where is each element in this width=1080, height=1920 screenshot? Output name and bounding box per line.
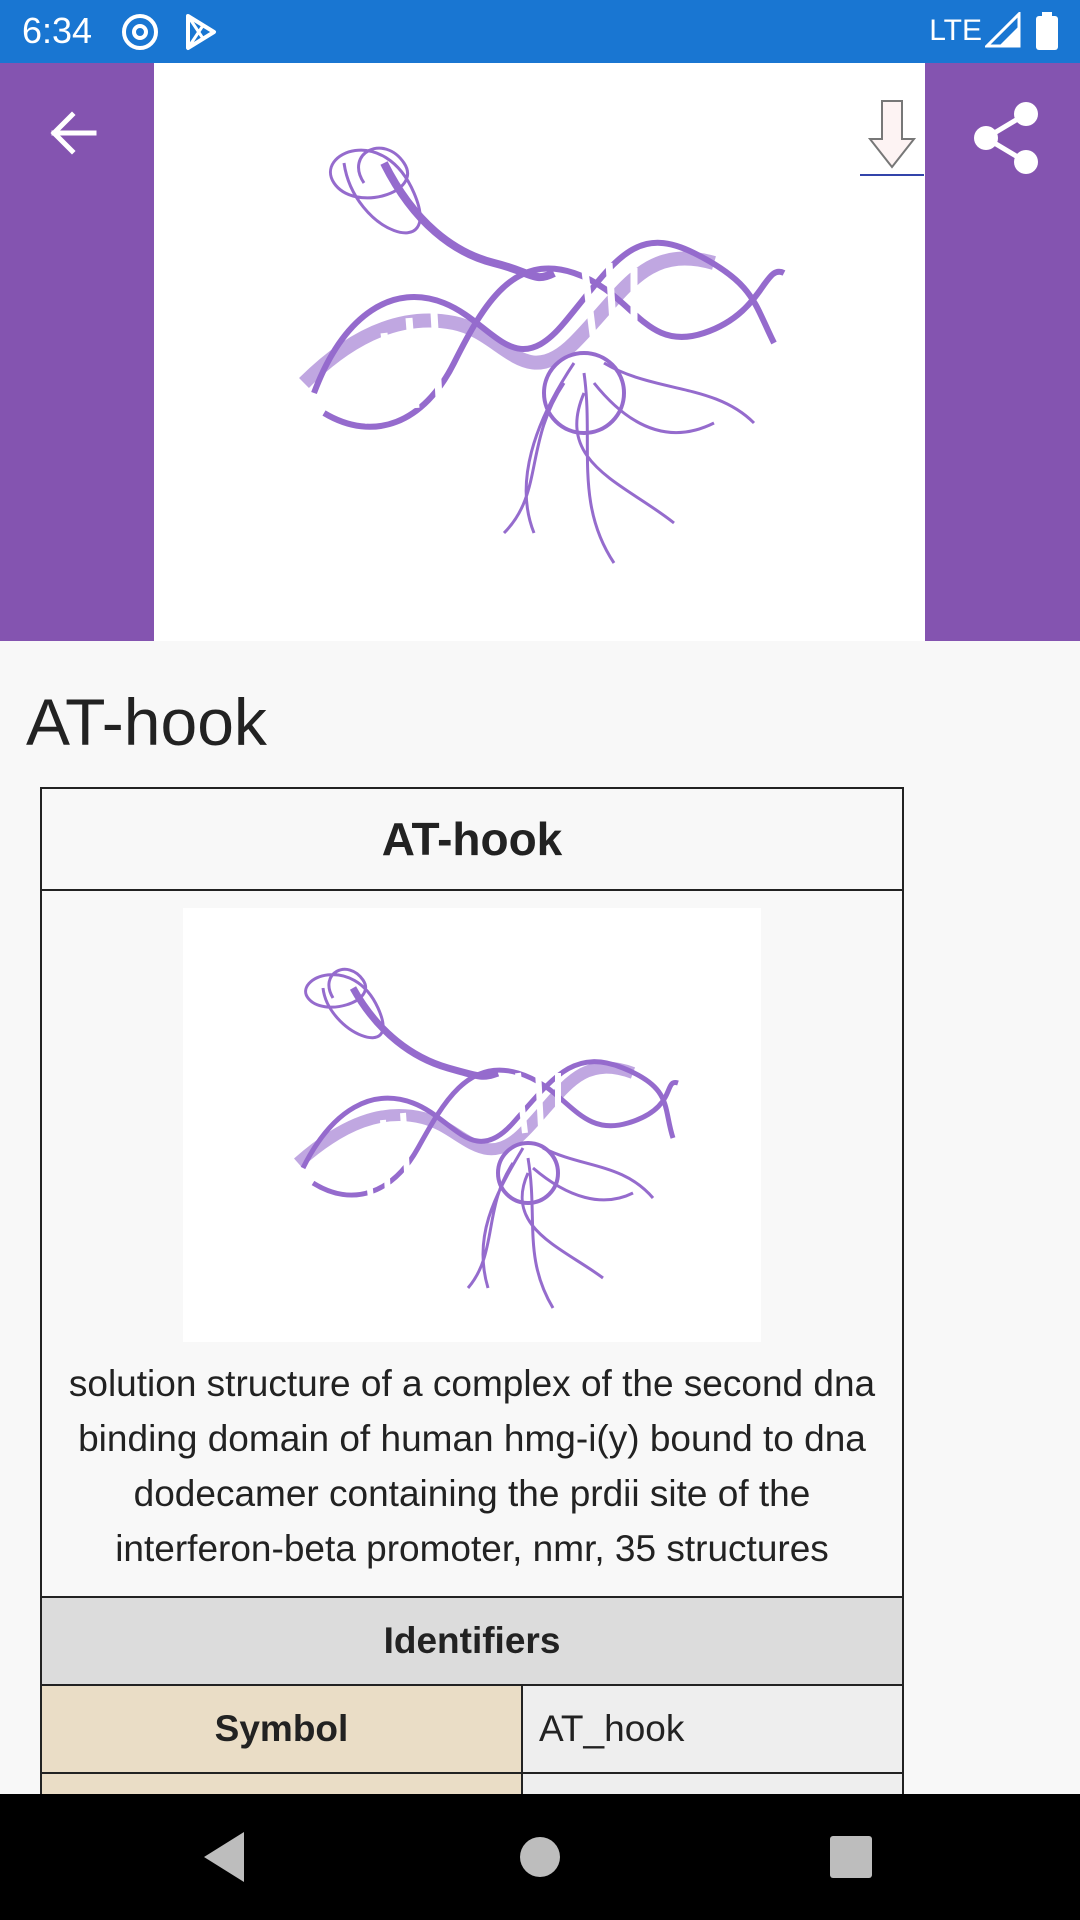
- arrow-left-icon[interactable]: [44, 103, 104, 163]
- at-sign-icon: [120, 12, 160, 52]
- infobox-caption: solution structure of a complex of the second dna binding domain of human hmg-i(y) bound to dna dodecamer containing the prdii site of the interferon-beta promoter, nmr, 35 structures: [68, 1363, 876, 1569]
- infobox-structure-image[interactable]: [183, 908, 761, 1342]
- navigation-bar: [0, 1794, 1080, 1920]
- download-arrow-icon[interactable]: [860, 99, 924, 177]
- infobox-image-cell: [42, 891, 902, 1598]
- share-icon[interactable]: [972, 100, 1042, 176]
- infobox-section-identifiers: Identifiers: [42, 1598, 902, 1686]
- status-time: 6:34: [22, 10, 93, 51]
- infobox-row-symbol: [42, 1686, 902, 1774]
- back-triangle-icon[interactable]: [192, 1824, 258, 1890]
- network-type: LTE: [929, 14, 982, 47]
- infobox-title: AT-hook: [42, 789, 902, 891]
- infobox-row-key: Symbol: [42, 1686, 523, 1772]
- header: [0, 63, 1080, 641]
- header-image: [154, 63, 925, 641]
- battery-icon: [1036, 12, 1058, 50]
- protein-dna-structure-image: [154, 63, 925, 641]
- home-circle-icon[interactable]: [507, 1824, 573, 1890]
- recents-square-icon[interactable]: [818, 1824, 884, 1890]
- signal-icon: [985, 12, 1021, 48]
- infobox: [40, 787, 904, 1864]
- infobox-row-value: AT_hook: [523, 1686, 902, 1772]
- status-bar: [0, 0, 1080, 63]
- page-title: AT-hook: [26, 685, 267, 759]
- play-store-icon: [180, 12, 220, 52]
